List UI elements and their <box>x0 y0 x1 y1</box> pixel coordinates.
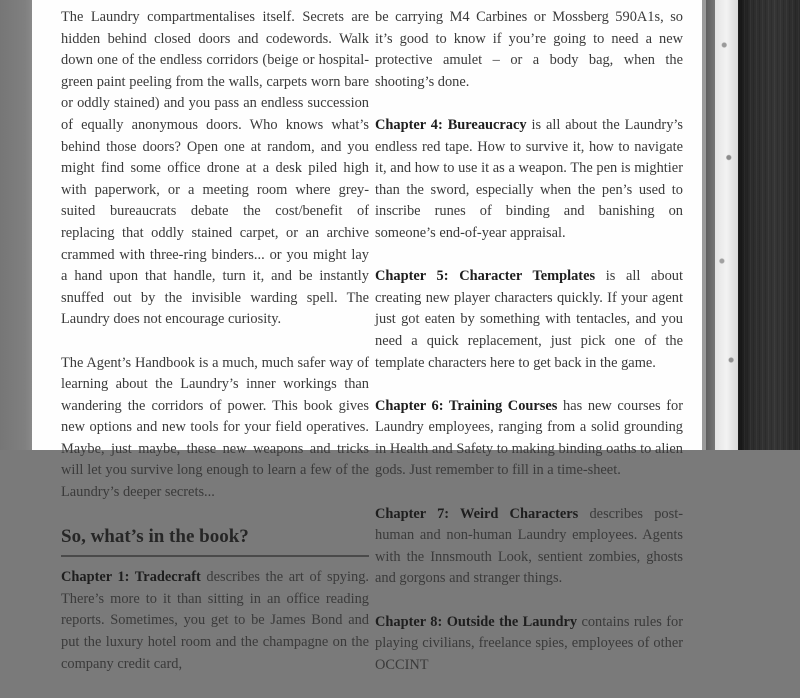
chapter-5-text: is all about creating new player characters quickly. If your agent just got eaten by something with tentacles, and you need a quick replacement, just pick one of the template characters here to get back in the game. <box>375 268 684 371</box>
chapter-6-text: has new courses for Laundry employees, ranging from a solid grounding in Health and Safety to making binding oaths to alien gods. Just remember to fill in a time-sheet. <box>375 397 683 479</box>
chapter-6-title: Chapter 6: Training Courses <box>375 397 558 414</box>
page-edge-shadow <box>706 0 715 450</box>
chapter-7-text: describes post-human and non-human Laundry employees. Agents with the Innsmouth Look, sentient zombies, ghosts and gorgons and stranger things. <box>375 505 683 587</box>
chapter-1-paragraph <box>61 567 369 675</box>
chapter-4-text: is all about the Laundry’s endless red tape. How to survive it, how to navigate it, and how to use it as a weapon. The pen is mightier than the sword, especially when the pen’s used to inscribe runes of binding and banishing on someone’s end-of-year appraisal. <box>375 116 684 241</box>
chapter-8-title: Chapter 8: Outside the Laundry <box>375 613 578 630</box>
chapter-8-text: contains rules for playing civilians, freelance spies, employees of other OCCINT <box>375 613 683 673</box>
chapter-5-title: Chapter 5: Character Templates <box>375 268 596 285</box>
left-column <box>61 7 369 697</box>
chapter-8-paragraph <box>375 612 683 677</box>
chapter-1-title: Chapter 1: Tradecraft <box>61 569 201 586</box>
book-cover-edge <box>715 0 738 450</box>
wood-background <box>738 0 800 450</box>
chapter-7-title: Chapter 7: Weird Characters <box>375 505 579 522</box>
chapter-4-paragraph <box>375 115 683 245</box>
chapter-1-text: describes the art of spying. There’s more to it than sitting in an office reading reports. Sometimes, you get to be James Bond and put the luxury hotel room and the champagne on the company credit card, <box>61 569 369 672</box>
chapter-7-paragraph <box>375 504 683 590</box>
chapter-6-paragraph <box>375 396 683 482</box>
background-left <box>0 0 32 450</box>
chapter-4-title: Chapter 4: Bureaucracy <box>375 116 527 133</box>
right-column <box>375 7 683 698</box>
paragraph-continuation: be carrying M4 Carbines or Mossberg 590A1s, so it’s good to know if you’re going to need a new protective amulet – or a body bag, when the shooting’s done. <box>375 9 683 90</box>
paragraph-handbook: The Agent’s Handbook is a much, much safer way of learning about the Laundry’s inner workings than wandering the corridors of power. This book gives new options and new tools for your field operatives. Maybe, just maybe, these new weapons and tricks will let you survive long enough to learn a few of the Laundry’s deeper secrets... <box>61 354 369 501</box>
paragraph-intro: The Laundry compartmentalises itself. Secrets are hidden behind closed doors and codewords. Walk down one of the endless corridors (beige or hospital-green paint peeling from the walls, carpets worn bare or oddly stained) and you pass an endless succession of equally anonymous doors. Who knows what’s behind those doors? Open one at random, and you might find some office drone at a desk piled high with paperwork, or a meeting room where grey-suited bureaucrats debate the cost/benefit of replacing that oddly stained carpet, or an archive crammed with three-ring binders... or you might lay a hand upon that handle, turn it, and be instantly snuffed out by the invisible warding spell. The Laundry does not encourage curiosity. <box>61 9 369 328</box>
chapter-5-paragraph <box>375 266 683 374</box>
section-heading: So, what’s in the book? <box>61 525 369 557</box>
